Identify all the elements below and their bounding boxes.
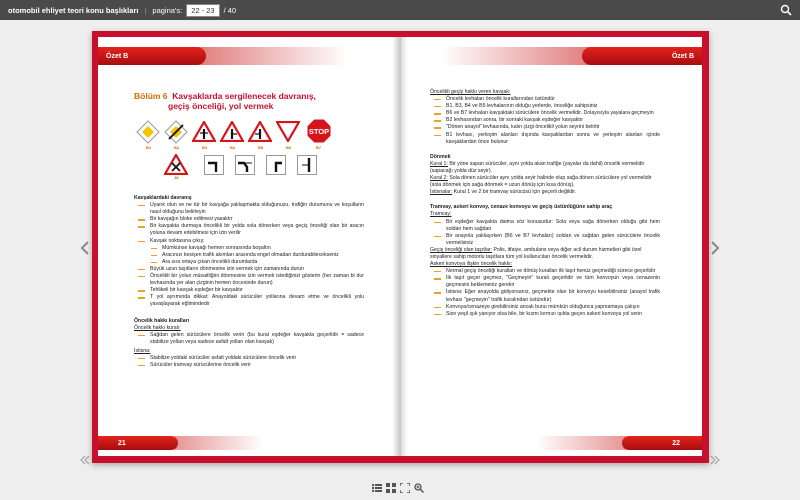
list-item: İlk taşıt geçer geçmez, "Geçmeyin" kuralı geçerlidir ve tüm konvoyun veya cenazenin geçmesini beklemeniz gerekir [430,275,660,289]
list-item: Öncelikli bir yolun müsaitliğini dönmesine izin vermek istediğinizi gösterin (her zaman bi dur levhasında yer alan çizginin hemen öncesinde durun) [134,273,364,287]
right-footer-tab [622,436,702,450]
first-page-icon[interactable] [80,455,90,465]
rule-label: Kural 1: [430,160,448,167]
rule-text: Bir yöne sapan sürücüler, aynı yolda akan trafiğe (yayalar da dahil) öncelik vermelidir (sapacağı yolda düz seyir). [430,160,645,174]
footer-fade [536,436,626,450]
sign-label: B4 [230,145,236,150]
rule-text: Polis, itfaiye, ambulans veya diğer acil durum hizmetleri gibi özel sinyallere sahip motorlu taşıtlara tüm yol kullanıcıları öncelik vermelidir. [430,246,642,260]
header-fade [440,47,590,65]
section-heading: Tramvay, askeri konvoy, cenaze konvoyu ve geçiş üstünlüğüne sahip araç [430,204,613,211]
page-number-input[interactable]: 22 - 23 [186,4,219,17]
page-total: / 40 [223,5,237,15]
left-header-tab [98,47,206,65]
rule-paragraph [430,161,660,175]
side-road-right-sign-icon [220,121,244,142]
rule-label: Kural 2: [430,175,448,182]
direction-sign-icon [235,155,255,175]
sign-label: B1 [146,145,152,150]
list-item: Normal geçiş önceliği kuralları ve dönüş kuralları ilk taşıt henüz geçmediği sürece geçerlidir [430,268,660,275]
give-way-sign-icon [276,121,300,142]
sub-list-item: Ara sıra ortaya çıkan öncelikli durumlarda [134,259,364,266]
left-page-number: 21 [118,439,126,447]
right-page-number: 22 [672,439,680,447]
list-item: Kavşak noktasına çıkış: [134,238,364,245]
list-item: Öncelik levhaları öncelik kurallarından üstündür [430,96,660,103]
chapter-heading [134,91,374,111]
list-item: Sürücüler tramvay sürücülerine öncelik verir [134,362,364,369]
direction-sign-icon [204,155,224,175]
list-item: Konvoya/cenazeye girebilirsiniz ancak bunu mümkün olduğunca yapmamaya çalışın [430,304,660,311]
list-item: Bir kavşağın bloke edilmesi yasaktır [134,216,364,223]
side-road-left-sign-icon [248,121,272,142]
stop-sign-icon [306,118,332,144]
chapter-title-line2: geçiş önceliği, yol vermek [168,101,274,111]
grid-view-icon[interactable] [386,483,396,493]
rule-text: Kural 1 ve 2 bir tramvay sürücüsü için geçerli değildir. [452,189,577,196]
header-fade [198,47,348,65]
sub-list-item: Aracınızı kesişen trafik akımları arasında engel olmadan durdurabilecekseniz [134,252,364,259]
chapter-number: Bölüm 6 [134,91,168,101]
list-item: Bir kavşakta durmaya öncelikli bir yolda sola dönerken veya geçiş önceliği olan bir aracın yoluna devam edebilmesi için izin verilir [134,223,364,237]
list-item: Size yeşil ışık yanıyor olsa bile, bir kısmı kırmızı ışıkta geçen askeri konvoya yol verin [430,311,660,318]
svg-text:STOP: STOP [308,127,330,136]
left-page-text [134,195,364,369]
end-priority-road-sign-icon [164,120,188,144]
list-item: B2 levhasından sonra, bir sonraki kavşak eşdeğer kavşaktır [430,117,660,124]
right-header-tab [582,47,702,65]
direction-sign-icon [266,155,286,175]
right-page [396,37,702,456]
title-separator: | [144,5,147,15]
prev-page-arrow-icon[interactable] [80,240,90,256]
next-page-arrow-icon[interactable] [710,240,720,256]
bottom-toolbar [372,483,432,495]
rule-text: Sola dönen sürücüler aynı yolda seyir halinde olup sağa dönen sürücülere yol vermelidir (sola dönmek için sağa dönmek = uzun dönüş için kısa dönüş). [430,175,652,189]
zoom-icon[interactable] [414,483,424,493]
sign-label: B7 [316,145,322,150]
last-page-icon[interactable] [710,455,720,465]
subheading: Öncelik hakkı kuralı: [134,324,181,331]
book [92,31,709,463]
left-footer-tab [98,436,178,450]
rule-paragraph [430,189,660,196]
crossroad-priority-sign-icon [192,121,216,142]
rule-paragraph [430,247,660,261]
list-item: B6 ve B7 levhaları kavşaktaki sürücülere öncelik vermelidir. Dolayısıyla yayalara geçmeyin [430,110,660,117]
search-icon[interactable] [780,4,792,16]
list-item: Bir anayola yaklaşırken (B6 ve B7 levhaları) soldan ve sağdan gelen sürücülere öncelik vermelisiniz [430,233,660,247]
list-item: T yol ayrımında dikkat: Anayoldaki sürücüler yollarına devam etme ve öncelikli yolu yavaşlayarak eğlimindedir [134,294,364,308]
list-item: Sağdan gelen sürücülere öncelik verin (bu kural eşdeğer kavşakta geçerlidir = sadece stabilize yollan veya sadece asfalt yolları olan kavşak) [134,332,364,346]
sub-list-item: Mümkünse kavşağı hemen sonrasında boşaltın [134,245,364,252]
sign-label: B5 [258,145,264,150]
footer-fade [174,436,264,450]
list-item: Stabilize yoldaki sürücüler asfalt yoldaki sürücülere öncelik verir [134,355,364,362]
rule-label: İstisnalar: [430,189,453,196]
rule-label: Geçiş önceliği olan taşıtlar: [430,246,492,253]
left-header-label: Özet B [106,52,129,60]
subheading: Öncelikli geçiş hakkı veren kavşak: [430,89,511,95]
fullscreen-icon[interactable] [400,483,410,493]
sign-label: B3 [202,145,208,150]
left-page [98,37,396,456]
list-view-icon[interactable] [372,483,382,493]
list-item: Tehlikeli bir kavşak eşdeğer bir kavşaktır [134,287,364,294]
subheading: Askeri konvoya ilişkin öncelik hakkı: [430,261,513,268]
sign-label: B2 [174,145,180,150]
chapter-title-line1: Kavşaklarda sergilenecek davranış, [172,91,316,101]
direction-sign-icon [297,155,317,175]
section-heading: Kavşaklardaki davranış [134,195,192,201]
right-page-text [430,89,660,318]
rule-paragraph [430,175,660,189]
list-item: Bir eşdeğer kavşakta daima söz konusudur: Sola veya sağa dönerken olduğu gibi hem soldan hem sağdan [430,219,660,233]
sign-label: B6 [286,145,292,150]
right-header-label: Özet B [671,52,694,60]
list-item: "Dönen anayol" levhasında, kalın çizgi öncelikli yolun seyrini belirtir [430,124,660,131]
page-label: pagina's: [152,5,183,15]
list-item: Büyük uzun taşıtların dönmesine izin vermek için zamanında durun [134,266,364,273]
subheading: Tramvay: [430,211,452,218]
crossroad-warning-sign-icon [164,154,188,175]
list-item: B1, B3, B4 ve B5 levhalarının olduğu yerlerde, önceliğe sahipsiniz [430,103,660,110]
list-item: B1 levhası, yerleşim alanları dışında kavşaklardan sonra ve yerleşim alanları içinde kavşaklardan önce bulunur [430,132,660,146]
app-title: otomobil ehliyet teori konu başlıkları [8,5,139,15]
section-heading: Öncelik hakkı kuralları [134,317,190,324]
sign-label: J8 [174,175,179,180]
priority-road-sign-icon [136,120,160,144]
subheading: İstisna: [134,347,151,354]
section-heading: Dönmek [430,153,451,160]
list-item: İstisna: Eğer anayolda gidiyorsanız, geçmekte olan bir konvoyu kesebilirsiniz (anayol trafik levhası "geçmeyin" trafik kuralından üstündür) [430,289,660,303]
top-bar [0,0,800,20]
list-item: Uyarık olun ve ne tür bir kavşağa yaklaşmakta olduğunuzu, trafiğin durumunu ve koşulların nasıl olduğunu belirleyin [134,202,364,216]
